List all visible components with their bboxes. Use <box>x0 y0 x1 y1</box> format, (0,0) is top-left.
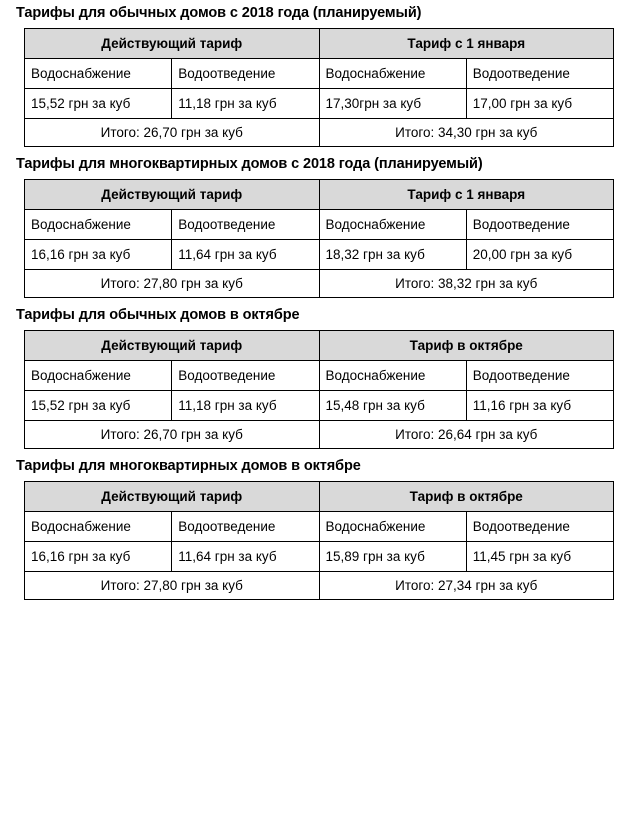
sub-header-drainage-new: Водоотведение <box>466 360 613 390</box>
value-supply-current: 15,52 грн за куб <box>25 88 172 118</box>
tariff-table <box>24 28 614 147</box>
sub-header-supply-current: Водоснабжение <box>25 58 172 88</box>
value-drainage-new: 11,16 грн за куб <box>466 390 613 420</box>
total-current: Итого: 27,80 грн за куб <box>25 269 320 297</box>
group-header-new: Тариф с 1 января <box>319 179 614 209</box>
group-header-current: Действующий тариф <box>25 330 320 360</box>
total-new: Итого: 38,32 грн за куб <box>319 269 614 297</box>
tariff-table <box>24 330 614 449</box>
value-drainage-new: 17,00 грн за куб <box>466 88 613 118</box>
tariff-table <box>24 481 614 600</box>
table-row-group-headers <box>25 481 614 511</box>
total-new: Итого: 34,30 грн за куб <box>319 118 614 146</box>
table-row-group-headers <box>25 179 614 209</box>
value-supply-new: 15,48 грн за куб <box>319 390 466 420</box>
group-header-current: Действующий тариф <box>25 179 320 209</box>
tariff-block-4 <box>12 459 621 600</box>
block-title: Тарифы для обычных домов в октябре <box>16 306 300 323</box>
value-supply-current: 16,16 грн за куб <box>25 239 172 269</box>
block-title: Тарифы для обычных домов с 2018 года (планируемый) <box>16 5 422 21</box>
table-row-sub-headers <box>25 360 614 390</box>
table-row-group-headers <box>25 330 614 360</box>
value-supply-new: 15,89 грн за куб <box>319 541 466 571</box>
total-current: Итого: 26,70 грн за куб <box>25 118 320 146</box>
sub-header-supply-current: Водоснабжение <box>25 360 172 390</box>
sub-header-supply-new: Водоснабжение <box>319 58 466 88</box>
group-header-current: Действующий тариф <box>25 481 320 511</box>
value-supply-new: 18,32 грн за куб <box>319 239 466 269</box>
table-row-sub-headers <box>25 58 614 88</box>
table-row-sub-headers <box>25 511 614 541</box>
sub-header-drainage-current: Водоотведение <box>172 209 319 239</box>
group-header-new: Тариф в октябре <box>319 481 614 511</box>
table-row-sub-headers <box>25 209 614 239</box>
table-row-values <box>25 239 614 269</box>
total-current: Итого: 26,70 грн за куб <box>25 420 320 448</box>
sub-header-drainage-new: Водоотведение <box>466 209 613 239</box>
tariff-table <box>24 179 614 298</box>
tariff-block-3 <box>12 308 621 449</box>
value-drainage-current: 11,18 грн за куб <box>172 88 319 118</box>
value-supply-current: 15,52 грн за куб <box>25 390 172 420</box>
value-drainage-current: 11,64 грн за куб <box>172 239 319 269</box>
sub-header-drainage-current: Водоотведение <box>172 511 319 541</box>
table-row-totals <box>25 420 614 448</box>
group-header-new: Тариф с 1 января <box>319 28 614 58</box>
total-current: Итого: 27,80 грн за куб <box>25 571 320 599</box>
value-drainage-current: 11,18 грн за куб <box>172 390 319 420</box>
sub-header-drainage-new: Водоотведение <box>466 511 613 541</box>
group-header-current: Действующий тариф <box>25 28 320 58</box>
block-title: Тарифы для многоквартирных домов в октябре <box>16 457 361 474</box>
value-supply-new: 17,30грн за куб <box>319 88 466 118</box>
sub-header-drainage-new: Водоотведение <box>466 58 613 88</box>
group-header-new: Тариф в октябре <box>319 330 614 360</box>
value-drainage-new: 20,00 грн за куб <box>466 239 613 269</box>
value-drainage-current: 11,64 грн за куб <box>172 541 319 571</box>
sub-header-supply-new: Водоснабжение <box>319 511 466 541</box>
table-row-values <box>25 88 614 118</box>
sub-header-drainage-current: Водоотведение <box>172 58 319 88</box>
total-new: Итого: 26,64 грн за куб <box>319 420 614 448</box>
table-row-values <box>25 390 614 420</box>
block-title: Тарифы для многоквартирных домов с 2018 года (планируемый) <box>16 155 483 172</box>
value-supply-current: 16,16 грн за куб <box>25 541 172 571</box>
table-row-totals <box>25 118 614 146</box>
value-drainage-new: 11,45 грн за куб <box>466 541 613 571</box>
table-row-values <box>25 541 614 571</box>
sub-header-supply-new: Водоснабжение <box>319 360 466 390</box>
table-row-totals <box>25 269 614 297</box>
tariff-block-2 <box>12 157 621 298</box>
sub-header-supply-new: Водоснабжение <box>319 209 466 239</box>
table-row-group-headers <box>25 28 614 58</box>
tariff-block-1 <box>12 6 621 147</box>
total-new: Итого: 27,34 грн за куб <box>319 571 614 599</box>
sub-header-supply-current: Водоснабжение <box>25 209 172 239</box>
sub-header-drainage-current: Водоотведение <box>172 360 319 390</box>
table-row-totals <box>25 571 614 599</box>
sub-header-supply-current: Водоснабжение <box>25 511 172 541</box>
